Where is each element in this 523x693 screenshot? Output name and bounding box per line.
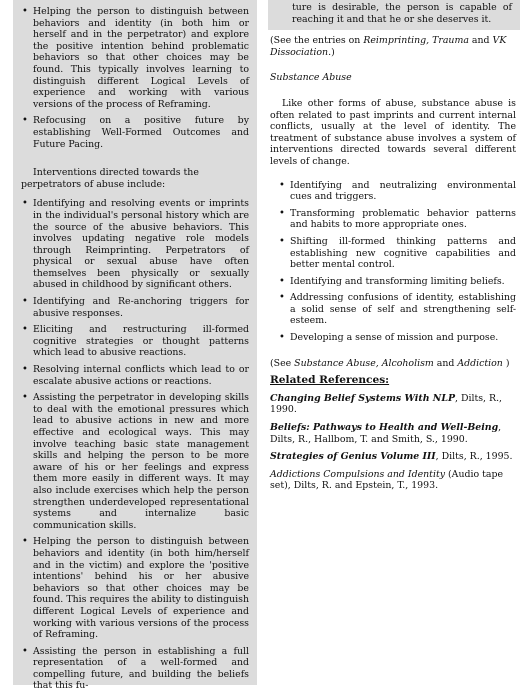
list-item: • Identifying and Re-anchoring triggers for abusive responses. [21,296,249,319]
reference-item [270,469,516,492]
list-item: • Helping the person to distinguish between behaviors and identity (in both him/herself and in the victim) and explore the 'positive intentions' behind his or her abusive behaviors so that other choices may be found. This requires the ability to distinguish different Logical Levels of experience and working with various versions of the process of Reframing. [21,536,249,640]
list-item: • Assisting the perpetrator in developing skills to deal with the emotional pressures which lead to abusive actions in new and more effective and ecological ways. This may involve teaching basic state management skills and helping the person to be more aware of his or her feelings and express them more easily in different ways. It may also include exercises which help the person strengthen underdeveloped representational systems and internalize basic communication skills. [21,392,249,531]
list-item: • Identifying and transforming limiting beliefs. [278,276,516,288]
list-item: • Resolving internal conflicts which lead to or escalate abusive actions or reactions. [21,364,249,387]
reference-item [270,422,516,445]
reference-item [270,451,516,463]
references-list [270,393,516,492]
see-also-link: VK Dissociation. [270,35,507,58]
list-item: • Assisting the person in establishing a full representation of a well-formed and compelling future, and building the beliefs that this fu- [21,646,249,692]
list-item: • Identifying and neutralizing environmental cues and triggers. [278,180,516,203]
list-item: • Addressing confusions of identity, establishing a solid sense of self and strengthening self-esteem. [278,292,516,327]
see-also-text: ) [331,46,335,58]
see-also-text: ) [502,357,510,369]
reference-title: Strategies of Genius Volume III [270,451,436,463]
section-paragraph: Like other forms of abuse, substance abuse is often related to past imprints and current internal conflicts, usually at the level of identity. The treatment of substance abuse involves a system of interventions directed towards several different levels of change. [270,97,516,167]
see-also-text: and [468,35,493,47]
reference-details: , Dilts, R., 1990. [270,392,503,416]
victim-bullets [21,6,249,150]
see-also-substance [270,358,516,370]
right-column [268,0,520,685]
interventions-intro: Interventions directed towards the perpetrators of abuse include: [21,167,199,190]
reference-details: (Audio tape set), Dilts, R. and Epstein, T., 1993. [270,468,504,492]
list-item: • Identifying and resolving events or imprints in the individual's personal history which are the source of the abusive behaviors. This involves updating negative role models through Reimprinting. Perpetrators of physical or sexual abuse have often themselves been physically or sexually abused in childhood by significant others. [21,198,249,291]
continuation-text: ture is desirable, the person is capable of reaching it and that he or she deserves it. [292,2,512,25]
related-references-heading: Related References: [270,374,390,387]
see-also-link: Addiction [457,357,503,369]
see-also-link: Substance Abuse, Alcoholism [294,357,434,369]
substance-bullets [270,180,516,344]
list-item: • Developing a sense of mission and purpose. [278,332,516,344]
reference-item [270,393,516,416]
list-item: • Eliciting and restructuring ill-formed cognitive strategies or thought patterns which lead to abusive reactions. [21,324,249,359]
reference-details: , Dilts, R., Hallbom, T. and Smith, S., 1990. [270,422,502,445]
list-item: • Helping the person to distinguish between behaviors and identity (in both him or herself and in the perpetrator) and explore the positive intention behind problematic behaviors so that other choices may be found. This typically involves learning to distinguish different Logical Levels of experience and working with various versions of the process of Reframing. [21,6,249,110]
reference-title: Changing Belief Systems With NLP [270,392,455,404]
section-title: Substance Abuse [270,72,352,84]
see-also-text: (See [270,357,295,369]
list-item: • Transforming problematic behavior patterns and habits to more appropriate ones. [278,208,516,231]
left-column [13,0,257,692]
see-also-link: Reimprinting, Trauma [363,35,469,47]
list-item: • Shifting ill-formed thinking patterns and establishing new cognitive capabilities and better mental control. [278,236,516,271]
see-also-text: (See the entries on [270,35,364,47]
list-item: • Refocusing on a positive future by establishing Well-Formed Outcomes and Future Pacing. [21,115,249,150]
reference-details: , Dilts, R., 1995. [435,451,513,463]
see-also-trauma [270,35,516,58]
reference-title: Addictions Compulsions and Identity [270,468,446,480]
reference-title: Beliefs: Pathways to Health and Well-Being [270,422,499,434]
see-also-text: and [433,357,458,369]
perpetrator-bullets [21,198,249,692]
